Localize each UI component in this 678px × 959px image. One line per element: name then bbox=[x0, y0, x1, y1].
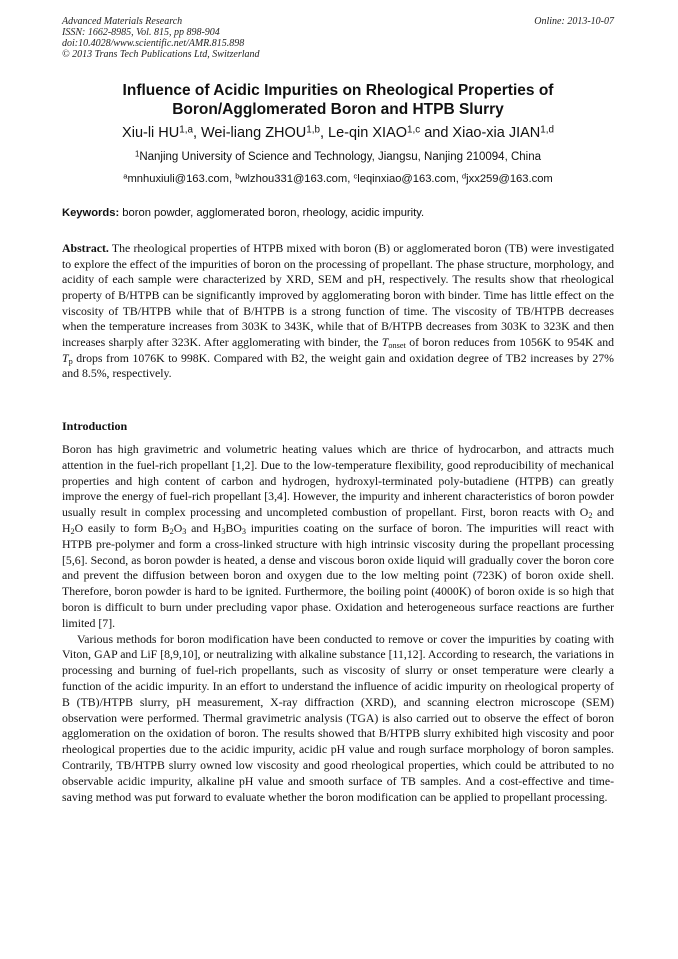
tp-subscript: p bbox=[68, 356, 73, 366]
abstract-paragraph bbox=[62, 241, 614, 382]
abstract-text: of boron reduces from 1056K to 954K and bbox=[405, 334, 614, 349]
author-mark: 1,a bbox=[179, 124, 193, 136]
online-date: Online: 2013-10-07 bbox=[534, 16, 614, 27]
keywords bbox=[62, 206, 614, 220]
subscript: 3 bbox=[221, 527, 226, 537]
abstract-label: Abstract. bbox=[62, 241, 109, 255]
journal-copyright: © 2013 Trans Tech Publications Ltd, Switzerland bbox=[62, 49, 260, 60]
intro-text: and H bbox=[186, 520, 222, 535]
subscript: 2 bbox=[70, 527, 75, 537]
affiliation-text: Nanjing University of Science and Technology, Jiangsu, Nanjing 210094, China bbox=[139, 151, 542, 163]
author-list bbox=[62, 124, 614, 142]
email-separator: , bbox=[229, 173, 236, 185]
intro-text: BO bbox=[225, 520, 242, 535]
email-address: leqinxiao@163.com bbox=[357, 173, 456, 185]
subscript: 2 bbox=[588, 511, 593, 521]
email-separator: , bbox=[455, 173, 462, 185]
author-name: Xiu-li HU bbox=[122, 125, 180, 141]
abstract-text: The rheological properties of HTPB mixed with boron (B) or agglomerated boron (TB) were investigated to explore the effect of the impurities of boron on the processing of propellant. The phase structure, morphology, and acidity of each sample were characterized by XRD, SEM and pH, respectively. The results show that rheological property of B/HTPB can be significantly improved by agglomerating boron with binder. Time has little effect on the viscosity of TB/HTPB while that of B/HTPB is a strong function of time. The viscosity of TB/HTPB decreases when the temperature increases from 303K to 343K, while that of B/HTPB decreases from 303K to 323K and then increases sharply after 323K. After agglomerating with binder, the bbox=[62, 241, 614, 349]
subscript: 3 bbox=[241, 527, 246, 537]
author-mark: 1,c bbox=[407, 124, 421, 136]
title-line-2: Boron/Agglomerated Boron and HTPB Slurry bbox=[172, 101, 504, 118]
journal-name: Advanced Materials Research bbox=[62, 16, 183, 27]
title-line-1: Influence of Acidic Impurities on Rheological Properties of bbox=[122, 82, 554, 99]
introduction-paragraph bbox=[62, 442, 614, 632]
email-list bbox=[62, 172, 614, 186]
email-address: wlzhou331@163.com bbox=[239, 173, 348, 185]
author-name: Wei-liang ZHOU bbox=[201, 125, 307, 141]
author-name: Xiao-xia JIAN bbox=[452, 125, 541, 141]
introduction-paragraph: Various methods for boron modification have been conducted to remove or cover the impurities by coating with Viton, GAP and LiF [8,9,10], or neutralizing with alkaline substance [11,12]. According to research, the variations in processing and burning of fuel-rich propellants, such as viscosity of slurry or onset temperature were clearly a function of the acidic impurity. In an effort to understand the influence of acidic impurity on rheological property of B (TB)/HTPB slurry, pH measurement, X-ray diffraction (XRD), and scanning electron microscope (SEM) observation were performed. Thermal gravimetric analysis (TGA) is also carried out to observe the effect of boron agglomeration on the oxidation of boron. The results showed that B/HTPB slurry exhibited high viscosity and poor rheological properties due to the acidic impurity, acidic pH value and rough surface morphology of boron samples. Contrarily, TB/HTPB slurry owned low viscosity and good rheological properties, which could be attributed to no observable acidic impurity, alkaline pH value and smooth surface of TB samples. And a cost-effective and time-saving method was put forward to evaluate whether the boron modification can be applied to propellant processing. bbox=[62, 631, 614, 804]
email-mark: c bbox=[353, 171, 358, 181]
email-mark: d bbox=[461, 171, 467, 181]
journal-issn: ISSN: 1662-8985, Vol. 815, pp 898-904 bbox=[62, 27, 220, 38]
author-mark: 1,d bbox=[540, 124, 554, 136]
email-address: mnhuxiuli@163.com bbox=[127, 173, 229, 185]
intro-text: Boron has high gravimetric and volumetric heating values which are thrice of hydrocarbon, and attracts much attention in the fuel-rich propellant [1,2]. Due to the low-temperature flexibility, good reproducibility of mechanical properties and high content of carbon and hydrogen, hydroxyl-terminated poly-butadiene (HTPB) can greatly improve the energy of fuel-rich propellant [3,4]. However, the impurity and inherent characteristics of boron powder usually result in complex processing and uncompleted combustion of propellant. First, boron reacts with O bbox=[62, 442, 614, 520]
keywords-label: Keywords: bbox=[62, 207, 120, 219]
keywords-text: boron powder, agglomerated boron, rheology, acidic impurity. bbox=[119, 207, 425, 219]
email-mark: b bbox=[235, 171, 240, 181]
author-name: Le-qin XIAO bbox=[328, 125, 408, 141]
intro-text: O easily to form B bbox=[74, 520, 170, 535]
author-separator: and bbox=[420, 125, 453, 141]
journal-header bbox=[62, 16, 614, 60]
abstract-text: drops from 1076K to 998K. Compared with B2, the weight gain and oxidation degree of TB2 increases by 27% and 8.5%, respectively. bbox=[62, 350, 614, 381]
intro-text: O bbox=[173, 520, 183, 535]
introduction-heading: Introduction bbox=[62, 419, 128, 433]
abstract bbox=[62, 241, 614, 382]
affiliation bbox=[62, 150, 614, 164]
tp-symbol: T bbox=[62, 350, 69, 365]
email-mark: a bbox=[123, 171, 128, 181]
email-address: jxx259@163.com bbox=[466, 173, 553, 185]
t-onset-subscript: onset bbox=[388, 341, 406, 350]
author-separator: , bbox=[192, 125, 201, 141]
intro-text: and H bbox=[62, 505, 614, 535]
intro-text: impurities coating on the surface of boron. The impurities will react with HTPB pre-polymer and form a cross-linked structure with high intrinsic viscosity during the propellant processing [5,6]. Second, as boron powder is heated, a dense and viscous boron oxide liquid will gradually cover the boron core and prevent the diffusion between boron and oxygen due to the low melting point (723K) of boron oxide shell. Therefore, boron powder is hard to be ignited. Furthermore, the boiling point (4000K) of boron oxide is so high that boron is difficult to burn under precluding vapor phase. Oxidation and heterogeneous surface reactions are further limited [7]. bbox=[62, 520, 614, 630]
t-onset-symbol: T bbox=[381, 334, 389, 349]
author-separator: , bbox=[319, 125, 329, 141]
author-mark: 1,b bbox=[306, 124, 320, 136]
journal-doi: doi:10.4028/www.scientific.net/AMR.815.898 bbox=[62, 38, 245, 49]
subscript: 2 bbox=[169, 527, 174, 537]
affiliation-mark: 1 bbox=[134, 149, 140, 159]
paper-title bbox=[62, 81, 614, 119]
introduction-body bbox=[62, 442, 614, 805]
email-separator: , bbox=[347, 173, 354, 185]
subscript: 3 bbox=[182, 527, 187, 537]
